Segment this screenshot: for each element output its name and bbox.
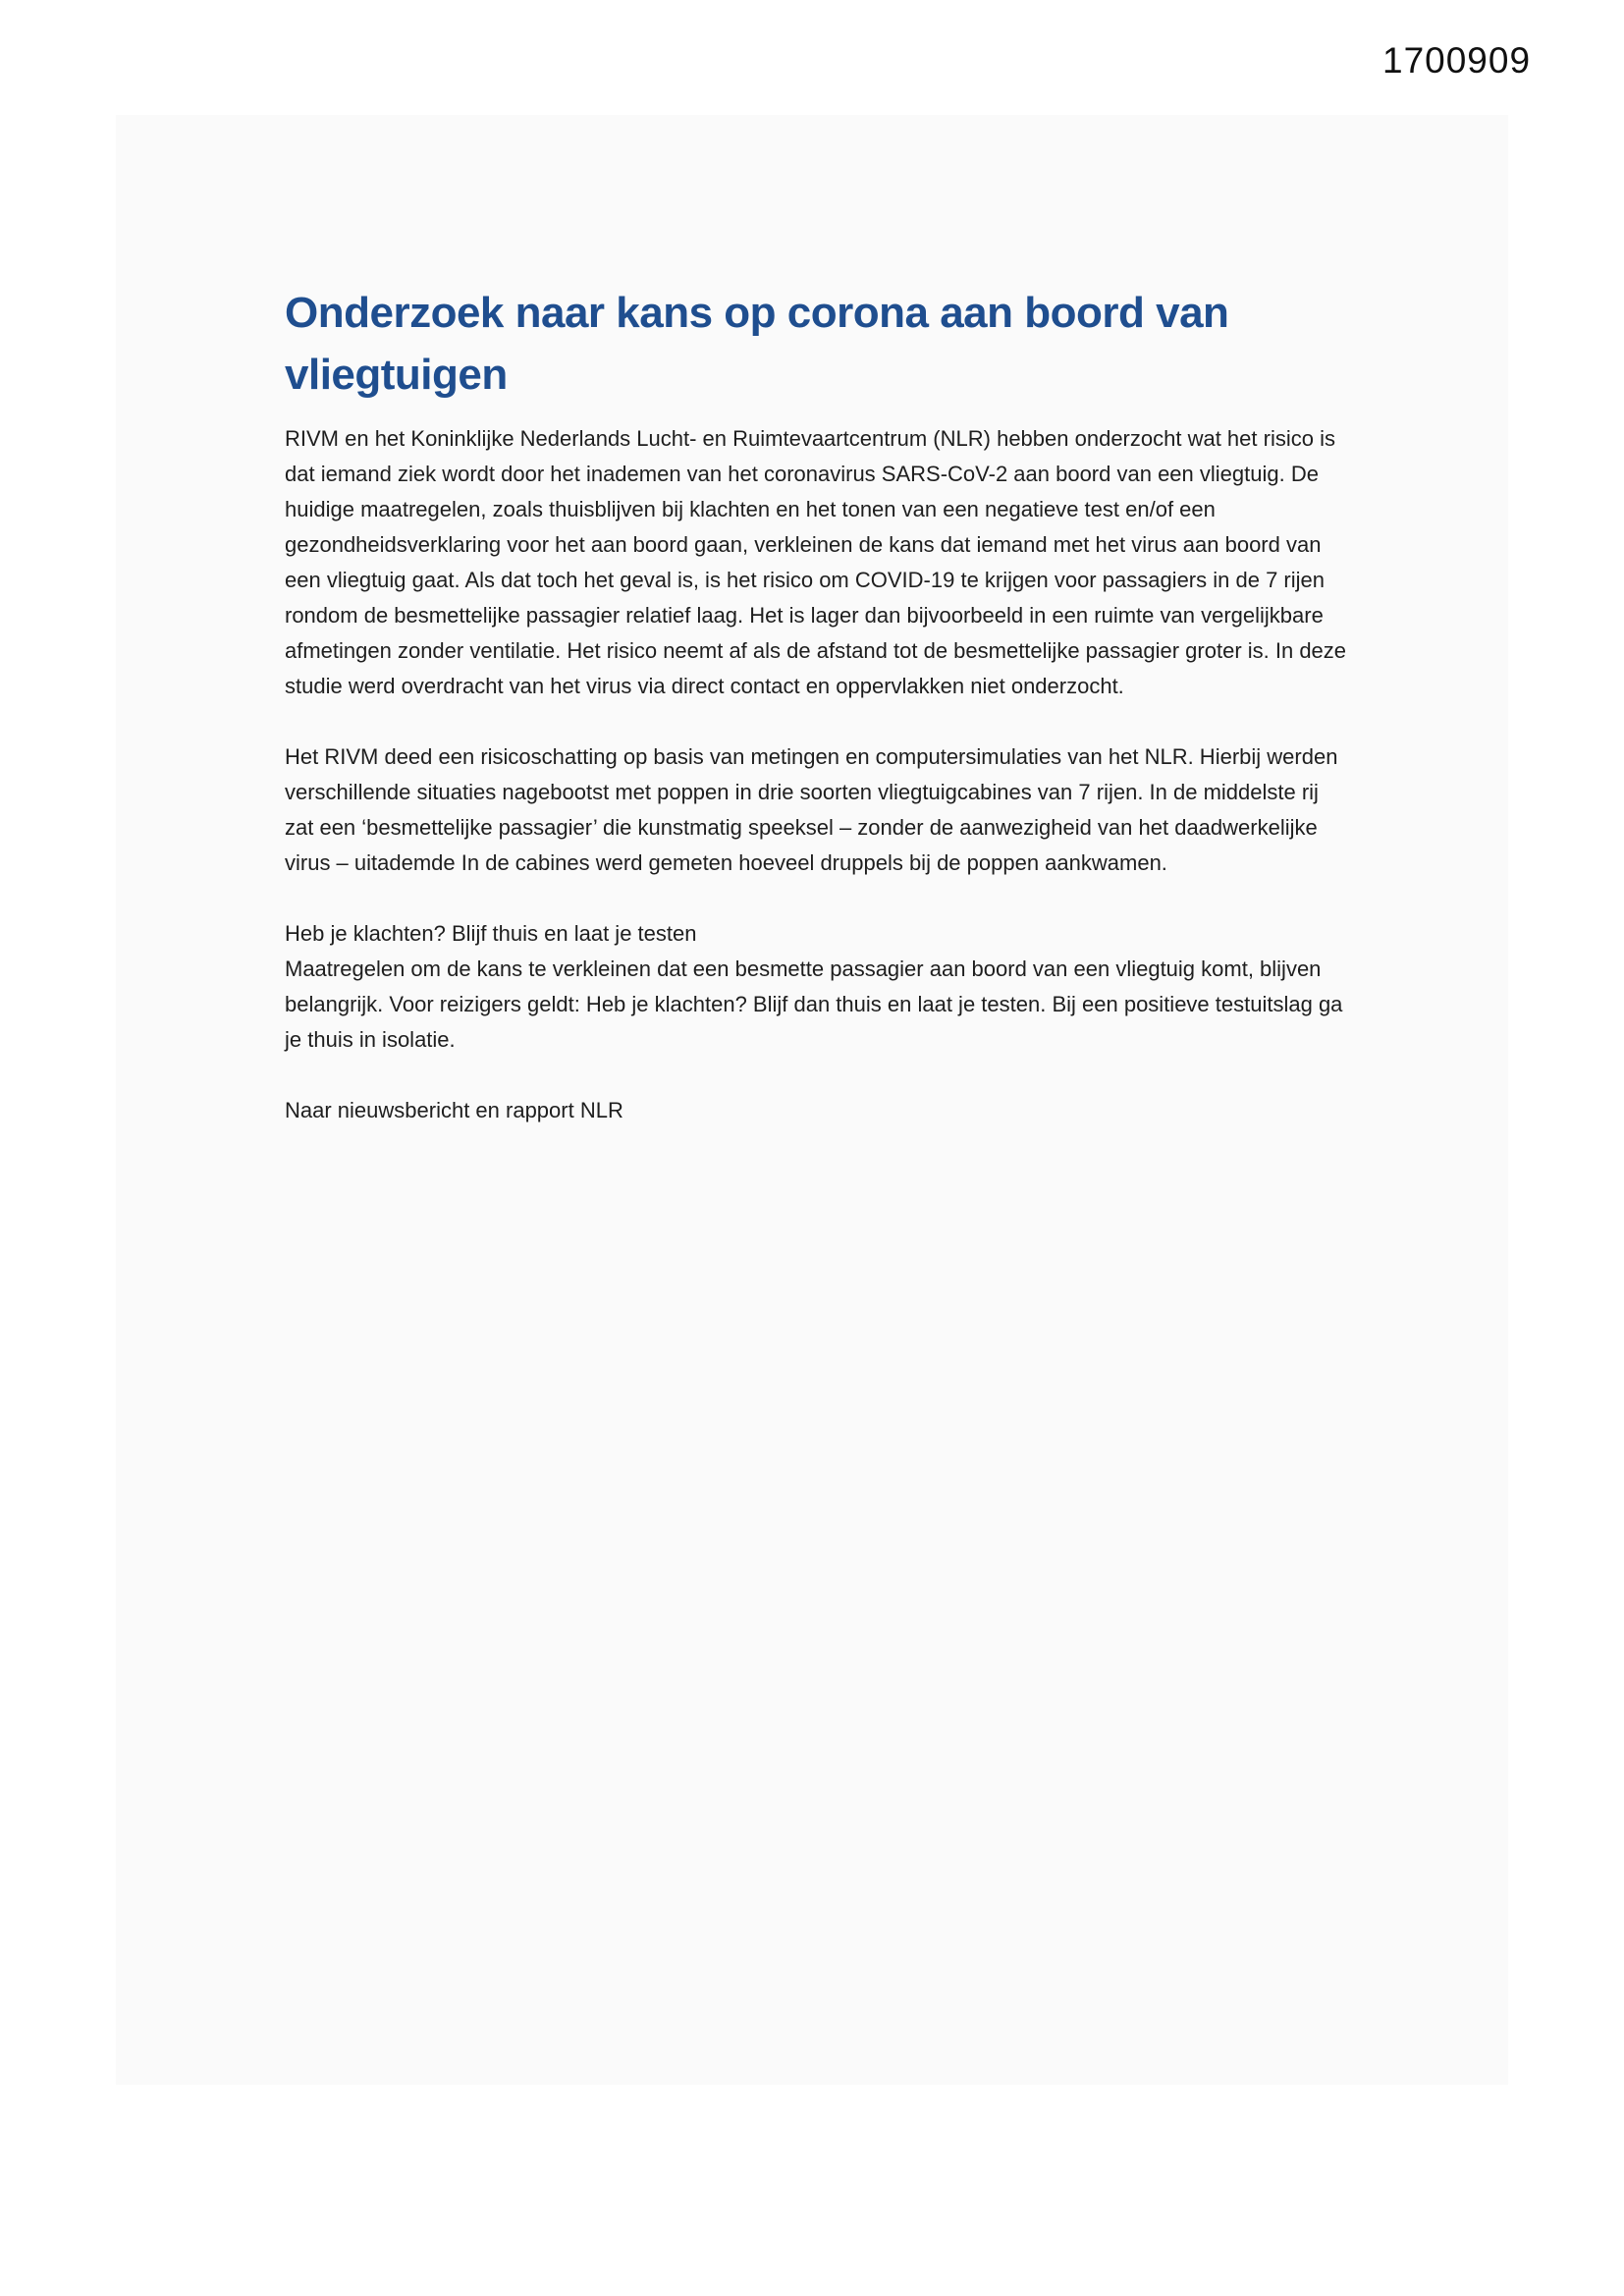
advice-block: [285, 916, 1353, 1058]
link-line: Naar nieuwsbericht en rapport NLR: [285, 1098, 623, 1122]
article-title: Onderzoek naar kans op corona aan boord van vliegtuigen: [285, 289, 1229, 399]
article: [285, 282, 1353, 1164]
advice-subhead: Heb je klachten? Blijf thuis en laat je testen: [285, 921, 697, 946]
document-number: 1700909: [1382, 40, 1532, 81]
paragraph-method: Het RIVM deed een risicoschatting op basis van metingen en computersimulaties van het NLR. Hierbij werden verschillende situaties nagebootst met poppen in drie soorten vliegtuigcabines van 7 rijen. In de middelste rij zat een ‘besmettelijke passagier’ die kunstmatig speeksel – zonder de aanwezigheid van het daadwerkelijke virus – uitademde In de cabines werd gemeten hoeveel druppels bij de poppen aankwamen.: [285, 744, 1338, 875]
paragraph-advice: Maatregelen om de kans te verkleinen dat een besmette passagier aan boord van een vliegtuig komt, blijven belangrijk. Voor reizigers geldt: Heb je klachten? Blijf dan thuis en laat je testen. Bij een positieve testuitslag ga je thuis in isolatie.: [285, 957, 1343, 1052]
scanned-page: [116, 115, 1508, 2085]
paragraph-intro: RIVM en het Koninklijke Nederlands Lucht- en Ruimtevaartcentrum (NLR) hebben onderzocht wat het risico is dat iemand ziek wordt door het inademen van het coronavirus SARS-CoV-2 aan boord van een vliegtuig. De huidige maatregelen, zoals thuisblijven bij klachten en het tonen van een negatieve test en/of een gezondheidsverklaring voor het aan boord gaan, verkleinen de kans dat iemand met het virus aan boord van een vliegtuig gaat. Als dat toch het geval is, is het risico om COVID-19 te krijgen voor passagiers in de 7 rijen rondom de besmettelijke passagier relatief laag. Het is lager dan bijvoorbeeld in een ruimte van vergelijkbare afmetingen zonder ventilatie. Het risico neemt af als de afstand tot de besmettelijke passagier groter is. In deze studie werd overdracht van het virus via direct contact en oppervlakken niet onderzocht.: [285, 426, 1347, 698]
